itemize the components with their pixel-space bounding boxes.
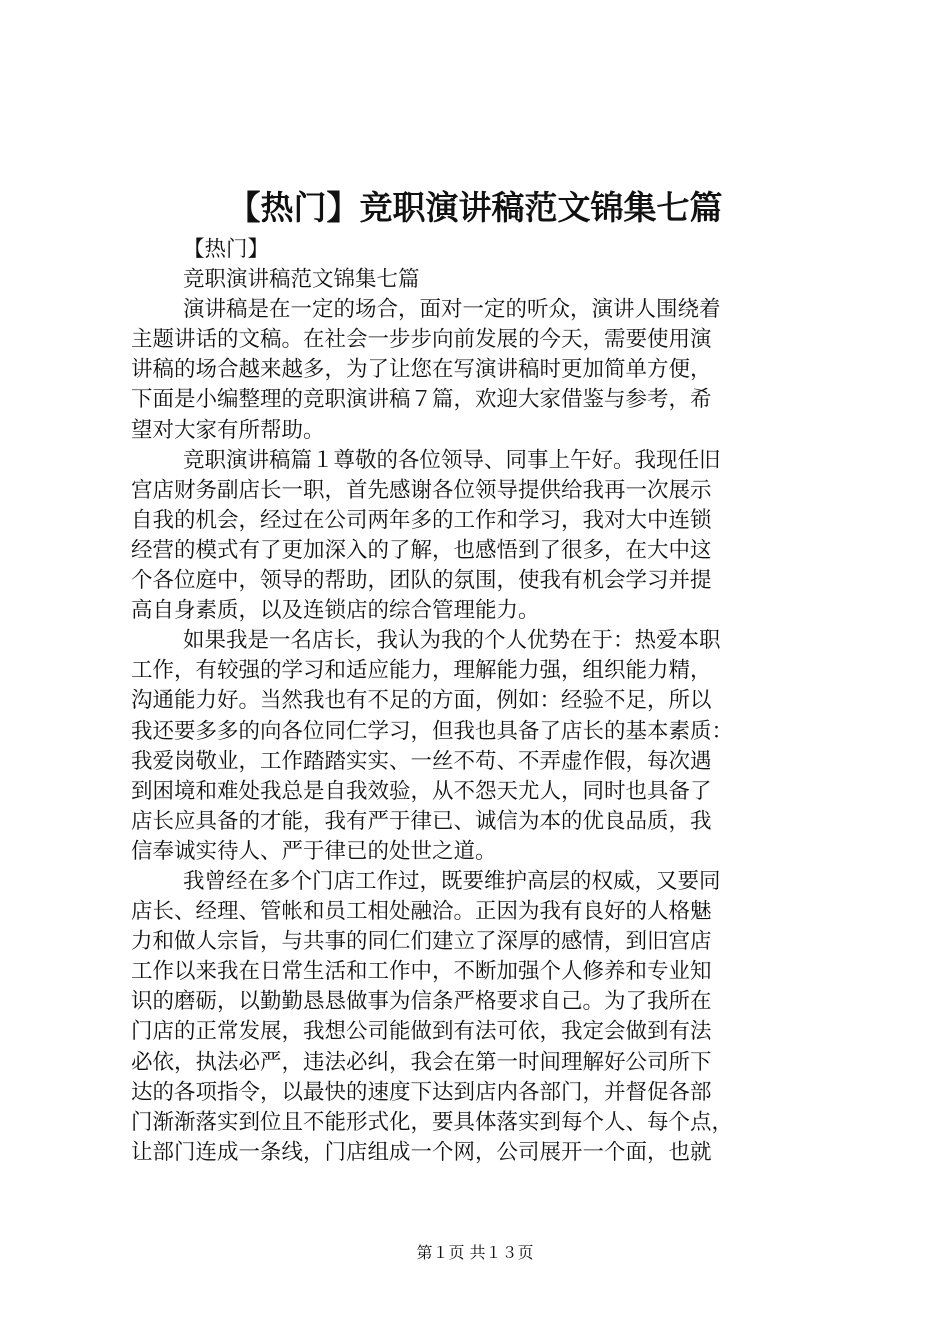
- paragraph-line: 演讲稿是在一定的场合，面对一定的听众，演讲人围绕着: [183, 297, 721, 323]
- paragraph-line: 门渐渐落实到位且不能形式化，要具体落实到每个人、每个点，: [131, 1109, 734, 1135]
- paragraph-line: 工作，有较强的学习和适应能力，理解能力强，组织能力精，: [131, 658, 712, 684]
- paragraph-line: 高自身素质，以及连锁店的综合管理能力。: [131, 598, 540, 624]
- paragraph-line: 【热门】: [183, 237, 270, 262]
- paragraph-line: 竞职演讲稿范文锦集七篇: [183, 267, 420, 293]
- paragraph-line: 达的各项指令，以最快的速度下达到店内各部门，并督促各部: [131, 1079, 712, 1105]
- paragraph-line: 信奉诚实待人、严于律已的处世之道。: [131, 838, 497, 864]
- paragraph-line: 识的磨砺，以勤勤恳恳做事为信条严格要求自己。为了我所在: [131, 989, 712, 1015]
- page-number-footer: 第１页 共１３页: [416, 1243, 534, 1262]
- paragraph-line: 工作以来我在日常生活和工作中，不断加强个人修养和专业知: [131, 959, 712, 985]
- paragraph-line: 到困境和难处我总是自我效验，从不怨天尤人，同时也具备了: [131, 778, 712, 804]
- paragraph-line: 竞职演讲稿篇１尊敬的各位领导、同事上午好。我现任旧: [183, 447, 721, 473]
- paragraph-line: 经营的模式有了更加深入的了解，也感悟到了很多，在大中这: [131, 537, 712, 563]
- paragraph-line: 我爱岗敬业，工作踏踏实实、一丝不苟、不弄虚作假，每次遇: [131, 748, 712, 774]
- paragraph-line: 讲稿的场合越来越多，为了让您在写演讲稿时更加简单方便，: [131, 357, 712, 383]
- paragraph-line: 力和做人宗旨，与共事的同仁们建立了深厚的感情，到旧宫店: [131, 929, 712, 955]
- paragraph-line: 沟通能力好。当然我也有不足的方面，例如：经验不足，所以: [131, 688, 712, 714]
- paragraph-line: 望对大家有所帮助。: [131, 417, 325, 443]
- paragraph-line: 如果我是一名店长，我认为我的个人优势在于：热爱本职: [183, 628, 721, 654]
- paragraph-line: 我曾经在多个门店工作过，既要维护高层的权威，又要同: [183, 868, 721, 894]
- document-title: 【热门】竞职演讲稿范文锦集七篇: [227, 188, 723, 227]
- paragraph-line: 让部门连成一条线，门店组成一个网，公司展开一个面，也就: [131, 1139, 712, 1165]
- paragraph-line: 个各位庭中，领导的帮助，团队的氛围，使我有机会学习并提: [131, 568, 712, 594]
- paragraph-line: 自我的机会，经过在公司两年多的工作和学习，我对大中连锁: [131, 507, 712, 533]
- document-body: [131, 235, 829, 1168]
- paragraph-line: 门店的正常发展，我想公司能做到有法可依，我定会做到有法: [131, 1019, 712, 1045]
- paragraph-line: 店长应具备的才能，我有严于律已、诚信为本的优良品质，我: [131, 808, 712, 834]
- paragraph-line: 我还要多多的向各位同仁学习，但我也具备了店长的基本素质：: [131, 718, 734, 744]
- paragraph-line: 下面是小编整理的竞职演讲稿７篇，欢迎大家借鉴与参考，希: [131, 387, 712, 413]
- paragraph-line: 店长、经理、管帐和员工相处融洽。正因为我有良好的人格魅: [131, 899, 712, 925]
- paragraph-line: 宫店财务副店长一职，首先感谢各位领导提供给我再一次展示: [131, 477, 712, 503]
- paragraph-line: 主题讲话的文稿。在社会一步步向前发展的今天，需要使用演: [131, 327, 712, 353]
- paragraph-line: 必依，执法必严，违法必纠，我会在第一时间理解好公司所下: [131, 1049, 712, 1075]
